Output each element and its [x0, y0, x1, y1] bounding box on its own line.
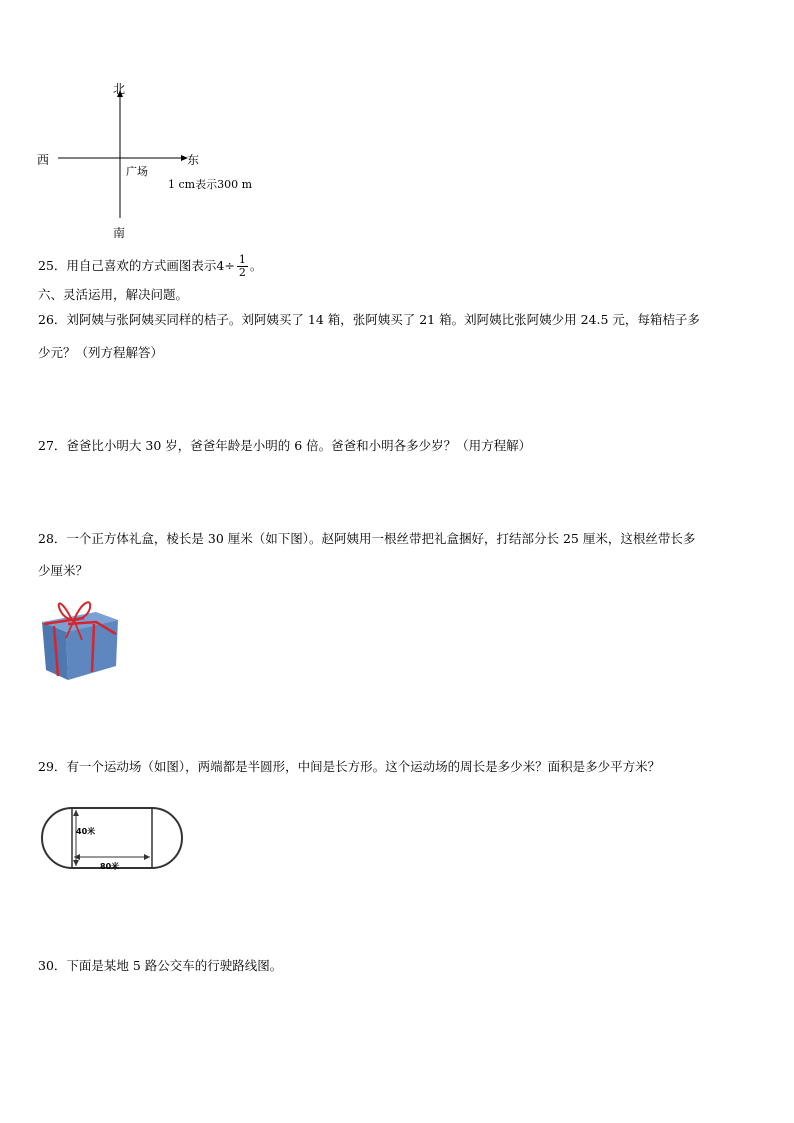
- north-label: 北: [113, 82, 126, 96]
- fraction-denominator: 2: [238, 266, 246, 279]
- west-label: 西: [37, 153, 50, 167]
- question-27: 27．爸爸比小明大 30 岁，爸爸年龄是小明的 6 倍。爸爸和小明各多少岁？（用方程解）: [38, 438, 532, 453]
- question-25-end: 。: [249, 258, 263, 273]
- question-28-line2: 少厘米？: [38, 563, 89, 578]
- section-6-title: 六、灵活运用，解决问题。: [38, 287, 189, 302]
- question-25: [38, 254, 262, 279]
- width-arrow-left-icon: [74, 854, 80, 860]
- fraction-one-half: [237, 254, 248, 279]
- east-label: 东: [187, 153, 200, 167]
- height-arrow-up-icon: [73, 810, 79, 816]
- scale-label: 1 cm表示300 m: [168, 178, 253, 191]
- width-arrow-right-icon: [144, 854, 150, 860]
- width-label: 80米: [100, 862, 120, 871]
- question-26-line2: 少元？（列方程解答）: [38, 345, 164, 360]
- question-29: 29．有一个运动场（如图），两端都是半圆形，中间是长方形。这个运动场的周长是多少米？面积是多少平方米？: [38, 759, 661, 774]
- question-28-line1: 28．一个正方体礼盒，棱长是 30 厘米（如下图）。赵阿姨用一根丝带把礼盒捆好，打结部分长 25 厘米，这根丝带长多: [38, 531, 696, 546]
- south-label: 南: [113, 226, 126, 240]
- gift-box-image: [38, 594, 122, 682]
- question-30: 30．下面是某地 5 路公交车的行驶路线图。: [38, 958, 283, 973]
- height-arrow-down-icon: [73, 860, 79, 866]
- height-label: 40米: [76, 827, 96, 836]
- question-25-text: 25．用自己喜欢的方式画图表示4÷: [38, 258, 235, 273]
- question-26-line1: 26．刘阿姨与张阿姨买同样的桔子。刘阿姨买了 14 箱，张阿姨买了 21 箱。刘阿姨比张阿姨少用 24.5 元，每箱桔子多: [38, 312, 700, 327]
- square-label: 广场: [126, 165, 148, 178]
- field-outline: [42, 808, 182, 868]
- fraction-numerator: 1: [238, 253, 246, 266]
- compass-axes: [50, 90, 200, 230]
